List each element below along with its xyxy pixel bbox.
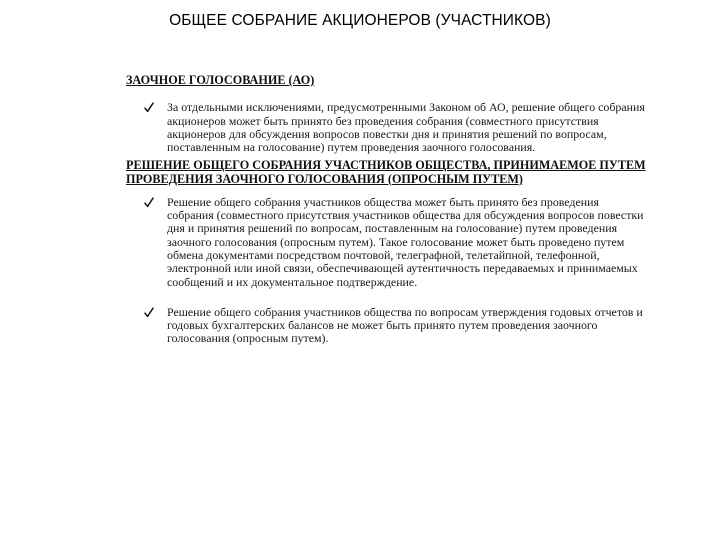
- list-item-text: За отдельными исключениями, предусмотренными Законом об АО, решение общего собрания акционеров может быть принято без проведения собрания (совместного присутствия акционеров для обсуждения вопросов повестки дня и принятия решений по вопросам, поставленным на голосование) путем проведения заочного голосования.: [167, 100, 645, 155]
- slide-title: ОБЩЕЕ СОБРАНИЕ АКЦИОНЕРОВ (УЧАСТНИКОВ): [169, 12, 551, 29]
- checkmark-icon: [144, 102, 154, 113]
- checkmark-icon: [144, 307, 154, 318]
- document-body: [126, 74, 646, 346]
- checkmark-icon: [144, 197, 154, 208]
- list-item-text: Решение общего собрания участников общества может быть принято без проведения собрания (совместного присутствия участников общества для обсуждения вопросов повестки дня и принятия решений по вопросам, поставленным на голосование) путем проведения заочного голосования (опросным путем). Такое голосование может быть проведено путем обмена документами посредством почтовой, телеграфной, телетайпной, телефонной, электронной или иной связи, обеспечивающей аутентичность передаваемых и принимаемых сообщений и их документальное подтверждение.: [167, 194, 644, 289]
- bullet-list-llc: [126, 196, 646, 346]
- bullet-list-ao: [126, 101, 646, 154]
- list-item: [126, 196, 646, 289]
- list-item: [126, 101, 646, 154]
- section-heading-absentee-voting-ao: ЗАОЧНОЕ ГОЛОСОВАНИЕ (АО): [126, 73, 315, 87]
- list-item-text: Решение общего собрания участников общества по вопросам утверждения годовых отчетов и годовых бухгалтерских балансов не может быть принято путем проведения заочного голосования (опросным путем).: [167, 304, 643, 346]
- list-item: [126, 306, 646, 346]
- section-heading-llc-absentee-decision: РЕШЕНИЕ ОБЩЕГО СОБРАНИЯ УЧАСТНИКОВ ОБЩЕСТВА, ПРИНИМАЕМОЕ ПУТЕМ ПРОВЕДЕНИЯ ЗАОЧНОГО ГОЛОСОВАНИЯ (ОПРОСНЫМ ПУТЕМ): [126, 158, 646, 186]
